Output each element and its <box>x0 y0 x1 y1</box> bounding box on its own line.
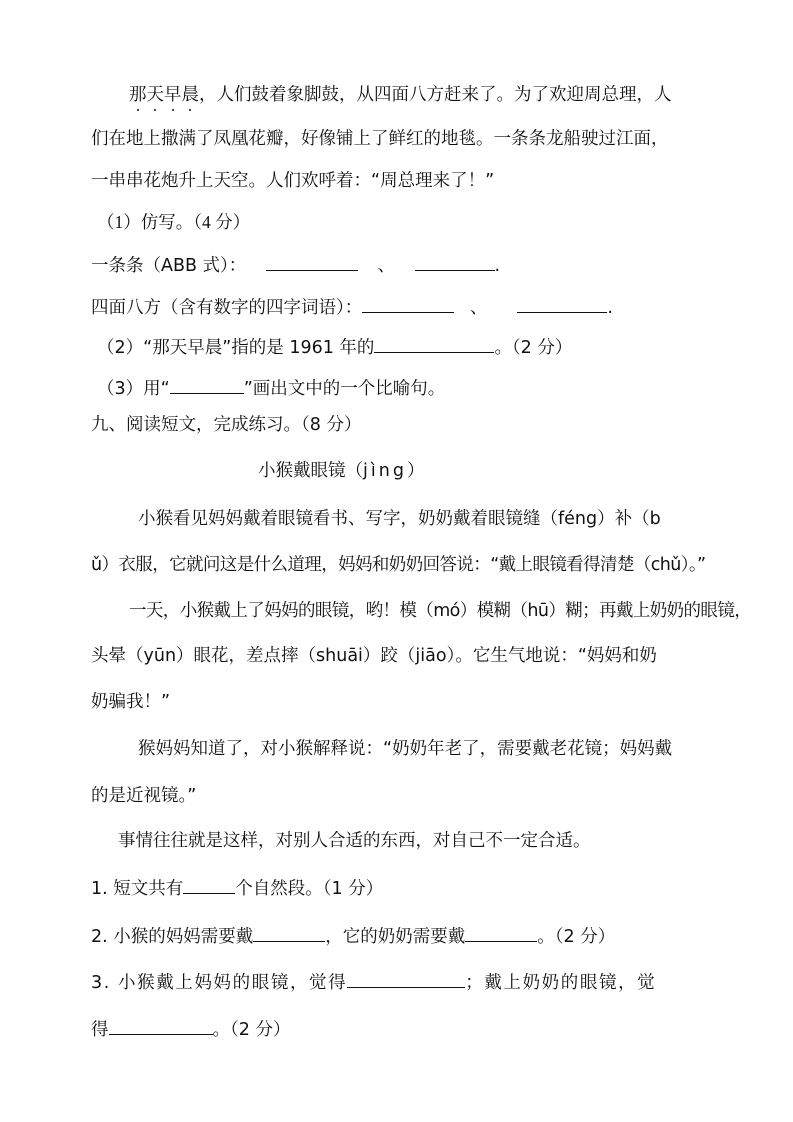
emphasized-char: 晨 <box>181 85 199 105</box>
emphasized-char: 早 <box>164 85 182 105</box>
underline-sample <box>170 377 244 394</box>
subquestion-3-rest: ”画出文中的一个比喻句。 <box>243 379 446 399</box>
subquestion-3-prompt: （3）用“ <box>97 379 170 399</box>
rq2-suffix: 。（2 分） <box>537 927 616 947</box>
story-para-1-line-1: 小猴看见妈妈戴着眼镜看书、写字，奶奶戴着眼镜缝（féng）补（b <box>138 509 661 529</box>
end-mark: . <box>494 256 501 276</box>
story-para-4: 事情往往就是这样，对别人合适的东西，对自己不一定合适。 <box>118 831 591 851</box>
answer-blank-grandma-feeling[interactable] <box>109 1018 213 1035</box>
rq2-mid: ，它的奶奶需要戴 <box>325 927 466 947</box>
separator: 、 <box>377 256 395 276</box>
subquestion-1-abb-row <box>91 254 500 277</box>
story-para-1-line-2: ǔ）衣服，它就问这是什么道理，妈妈和奶奶回答说：“戴上眼镜看得清楚（chǔ）。” <box>91 555 706 575</box>
story-para-3-line-1: 猴妈妈知道了，对小猴解释说：“奶奶年老了，需要戴老花镜；妈妈戴 <box>138 739 673 759</box>
rq3-suffix: 。（2 分） <box>212 1020 291 1040</box>
rq1-prompt: 1. 短文共有 <box>91 879 184 899</box>
answer-blank-idiom-2[interactable] <box>517 296 607 313</box>
reading-question-1 <box>91 877 383 900</box>
end-mark: . <box>607 298 613 318</box>
answer-blank-mother-glasses[interactable] <box>253 925 325 942</box>
passage-line-3: 一串串花炮升上天空。人们欢呼着：“周总理来了！” <box>91 171 495 191</box>
subquestion-2-score: 。（2 分） <box>494 338 573 358</box>
passage-text: ，人们鼓着象脚鼓，从四面八方赶来了。为了欢迎周总理，人 <box>199 85 672 105</box>
story-title-text: 小猴戴眼镜（ <box>258 461 363 481</box>
subquestion-3-row <box>97 377 445 400</box>
answer-blank-grandma-glasses[interactable] <box>465 925 537 942</box>
answer-blank-mother-feeling[interactable] <box>347 971 465 988</box>
story-para-2-line-2: 头晕（yūn）眼花，差点摔（shuāi）跤（jiāo）。它生气地说：“妈妈和奶 <box>91 646 657 666</box>
rq2-prompt: 2. 小猴的妈妈需要戴 <box>91 927 254 947</box>
rq3-line2-prefix: 得 <box>91 1020 109 1040</box>
subquestion-2-row <box>97 336 572 359</box>
rq3-prompt: 3. 小猴戴上妈妈的眼镜，觉得 <box>91 973 348 993</box>
emphasized-char: 天 <box>146 85 164 105</box>
question-9-heading: 九、阅读短文，完成练习。（8 分） <box>91 415 362 435</box>
abb-prompt: 一条条（ABB 式）： <box>91 256 247 276</box>
story-para-3-line-2: 的是近视镜。” <box>91 786 197 806</box>
answer-blank-date[interactable] <box>374 336 494 353</box>
rq1-suffix: 个自然段。（1 分） <box>235 879 384 899</box>
story-title-close: ） <box>406 461 425 481</box>
subquestion-1-label: （1）仿写。（4 分） <box>97 212 251 232</box>
rq3-mid: ；戴上奶奶的眼镜，觉 <box>465 973 657 993</box>
passage-line-1 <box>129 84 672 106</box>
reading-question-3-line-2 <box>91 1018 290 1041</box>
answer-blank-abb-1[interactable] <box>266 254 358 271</box>
story-para-2-line-1: 一天，小猴戴上了妈妈的眼镜，哟！模（mó）模糊（hū）糊；再戴上奶奶的眼镜， <box>129 601 752 621</box>
subquestion-2-prompt: （2）“那天早晨”指的是 1961 年的 <box>97 338 375 358</box>
number-idiom-prompt: 四面八方（含有数字的四字词语）： <box>91 298 363 318</box>
emphasized-char: 那 <box>129 85 147 105</box>
story-para-2-line-3: 奶骗我！” <box>91 692 171 712</box>
reading-question-2 <box>91 925 615 948</box>
answer-blank-idiom-1[interactable] <box>362 296 454 313</box>
story-title-pinyin: jìng <box>363 461 407 481</box>
answer-blank-abb-2[interactable] <box>415 254 495 271</box>
subquestion-1-number-idiom-row <box>91 296 613 319</box>
passage-line-2: 们在地上撒满了凤凰花瓣，好像铺上了鲜红的地毯。一条条龙船驶过江面， <box>91 129 669 149</box>
separator: 、 <box>469 298 488 318</box>
story-title <box>258 460 424 482</box>
reading-question-3-line-1 <box>91 971 656 994</box>
answer-blank-paragraph-count[interactable] <box>183 877 235 894</box>
